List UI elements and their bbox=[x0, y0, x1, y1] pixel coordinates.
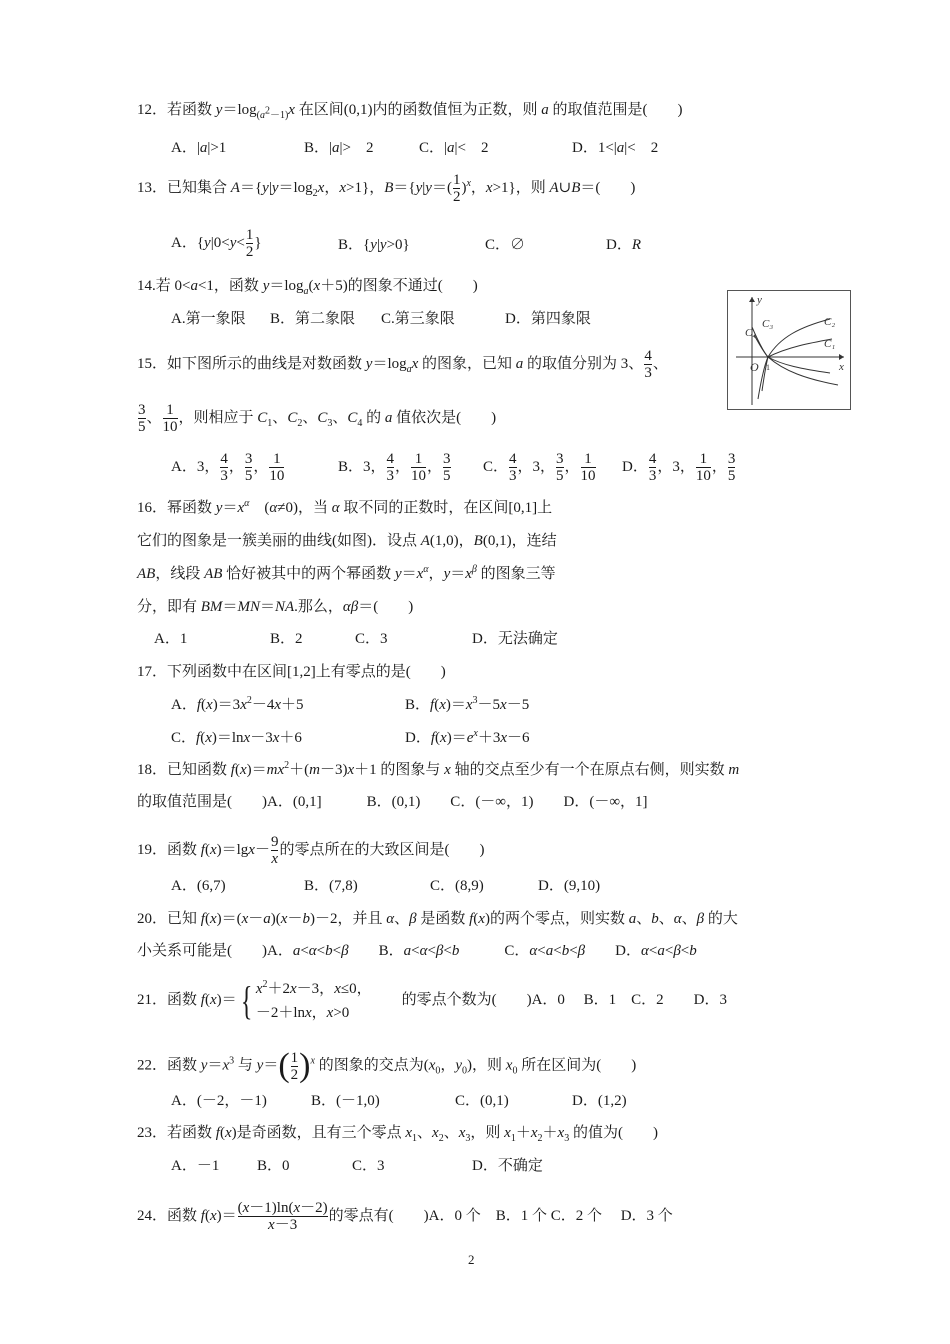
q23-option-c: C．3 bbox=[352, 1158, 385, 1174]
q12-stem: 12．若函数 $y=\log_{(a^2-1)}x$ 在区间(0,1)内的函数值恒为正数，则 a 的取值范围是( ) bbox=[137, 102, 683, 121]
q13-option-a: A．{y|0<y< $\frac{1}{2}$ } bbox=[171, 227, 262, 260]
q12-option-c: C．|a|< 2 bbox=[419, 140, 489, 156]
figure-curve-c4: C₄ bbox=[745, 327, 757, 339]
q19-option-d: D．(9,10) bbox=[538, 878, 601, 894]
q23-option-a: A．－1 bbox=[171, 1158, 220, 1174]
figure-curve-c3: C₃ bbox=[762, 318, 774, 330]
q15-stem-line1: 15．如下图所示的曲线是对数函数 $y=\log_ax$ 的图象，已知 a 的取值分别为 3、 $\frac{4}{3}$ 、 bbox=[137, 348, 668, 381]
q12-option-b: B．|a|> 2 bbox=[304, 140, 374, 156]
q12-option-d: D．1<|a|< 2 bbox=[572, 140, 659, 156]
q17-option-c: C．f(x)＝lnx－3x＋6 bbox=[171, 730, 302, 746]
q16-line1: 16．幂函数 $y=x^\alpha$ (α≠0)，当 α 取不同的正数时，在区间[0,1]上 bbox=[137, 498, 553, 516]
q19-option-b: B．(7,8) bbox=[304, 878, 358, 894]
q20-line2: 小关系可能是( )A．a<α<b<β B．a<α<β<b C．α<a<b<β D．α<a<β<b bbox=[137, 943, 697, 959]
log-curves-figure bbox=[728, 291, 850, 409]
q17-option-b: B．$f(x)=x^3-5x-5$ bbox=[405, 695, 530, 713]
q15-option-a: A．3， $\frac{4}{3}$ ， $\frac{3}{5}$ ， $\frac{1}{10}$ bbox=[171, 451, 285, 484]
q13-option-d: D．R bbox=[606, 237, 642, 253]
q18-line1: 18．已知函数 $f(x)=mx^2+(m-3)x+1$ 的图象与 x 轴的交点至少有一个在原点右侧，则实数 m bbox=[137, 760, 740, 778]
q20-line1: 20．已知 f(x)＝(x－a)(x－b)－2，并且 α、β 是函数 f(x)的两个零点，则实数 a、b、α、β 的大 bbox=[137, 911, 738, 927]
figure-curve-c1: C₁ bbox=[824, 338, 836, 350]
q17-stem: 17．下列函数中在区间[1,2]上有零点的是( ) bbox=[137, 664, 446, 680]
q18-line2: 的取值范围是( )A．(0,1] B．(0,1) C．(－∞，1) D．(－∞，1] bbox=[137, 794, 648, 810]
q15-figure bbox=[727, 290, 851, 410]
q16-option-a: A．1 bbox=[154, 631, 188, 647]
q13-option-c: C．∅ bbox=[485, 237, 526, 253]
q16-option-b: B．2 bbox=[270, 631, 303, 647]
q17-option-d: D．$f(x)=e^x+3x-6$ bbox=[405, 728, 530, 746]
q12-option-a: A．|a|>1 bbox=[171, 140, 227, 156]
q21-stem: 21．函数 f(x)＝{ $x^2+2x-3$，x≤0， －2＋lnx，x>0 的零点个数为( )A．0 B．1 C．2 D．3 bbox=[137, 977, 728, 1023]
q15-stem-line2: $\frac{3}{5}$ 、 $\frac{1}{10}$ ，则相应于 $C_1$、$C_2$、$C_3$、$C_4$ 的 a 值依次是( ) bbox=[138, 402, 497, 435]
q14-option-d: D．第四象限 bbox=[505, 311, 591, 327]
figure-one-label: 1 bbox=[766, 363, 770, 372]
figure-axis-x-label: x bbox=[839, 361, 844, 373]
q24-stem: 24．函数 f(x)＝ $\frac{(x-1)\ln(x-2)}{x-3}$ 的零点有( )A．0 个 B．1 个 C．2 个 D．3 个 bbox=[137, 1200, 673, 1233]
q14-stem: 14.若 0<a<1，函数 $y=\log_a(x+5)$的图象不通过( ) bbox=[137, 278, 478, 297]
q16-line3: AB，线段 AB 恰好被其中的两个幂函数 $y=x^\alpha$，$y=x^\beta$ 的图象三等 bbox=[137, 564, 556, 582]
q17-option-a: A．$f(x)=3x^2-4x+5$ bbox=[171, 695, 304, 713]
q16-line4: 分，即有 BM＝MN＝NA.那么，αβ＝( ) bbox=[137, 599, 414, 615]
figure-curve-c2: C₂ bbox=[824, 316, 836, 328]
q23-stem: 23．若函数 f(x)是奇函数，且有三个零点 $x_1$、$x_2$、$x_3$，则 $x_1+x_2+x_3$ 的值为( ) bbox=[137, 1125, 658, 1144]
q14-option-a: A.第一象限 bbox=[171, 311, 246, 327]
q14-option-c: C.第三象限 bbox=[381, 311, 455, 327]
q19-option-c: C．(8,9) bbox=[430, 878, 484, 894]
figure-origin-label: O bbox=[750, 360, 759, 374]
figure-axis-y-label: y bbox=[757, 294, 762, 306]
q16-line2: 它们的图象是一簇美丽的曲线(如图)．设点 A(1,0)，B(0,1)，连结 bbox=[137, 533, 557, 549]
q23-option-b: B．0 bbox=[257, 1158, 290, 1174]
q15-option-d: D． $\frac{4}{3}$ ，3， $\frac{1}{10}$ ， $\frac{3}{5}$ bbox=[622, 451, 736, 484]
q22-option-a: A．(－2，－1) bbox=[171, 1093, 267, 1109]
q15-option-b: B．3， $\frac{4}{3}$ ， $\frac{1}{10}$ ， $\frac{3}{5}$ bbox=[338, 451, 451, 484]
q22-option-d: D．(1,2) bbox=[572, 1093, 627, 1109]
q19-stem: 19．函数 f(x)＝lgx－ $\frac{9}{x}$ 的零点所在的大致区间是( ) bbox=[137, 834, 485, 867]
q14-option-b: B．第二象限 bbox=[270, 311, 356, 327]
q22-option-c: C．(0,1) bbox=[455, 1093, 509, 1109]
q16-option-c: C．3 bbox=[355, 631, 388, 647]
q19-option-a: A．(6,7) bbox=[171, 878, 226, 894]
q22-option-b: B．(－1,0) bbox=[311, 1093, 380, 1109]
q13-stem: 13．已知集合 $A=\{y|y=\log_2x$，x>1}，B＝{y|y＝( $\frac{1}{2}$ )$^x$，x>1}，则 A∪B＝( ) bbox=[137, 172, 636, 205]
q15-option-c: C． $\frac{4}{3}$ ，3， $\frac{3}{5}$ ， $\frac{1}{10}$ bbox=[483, 451, 596, 484]
q13-option-b: B．{y|y>0} bbox=[338, 237, 410, 253]
q23-option-d: D．不确定 bbox=[472, 1158, 543, 1174]
page-number: 2 bbox=[468, 1252, 475, 1267]
q16-option-d: D．无法确定 bbox=[472, 631, 558, 647]
q22-stem: 22．函数 $y=x^3$ 与 y＝( $\frac{1}{2}$ )$^x$ 的图象的交点为($x_0$，$y_0$)，则 $x_0$ 所在区间为( ) bbox=[137, 1047, 637, 1084]
